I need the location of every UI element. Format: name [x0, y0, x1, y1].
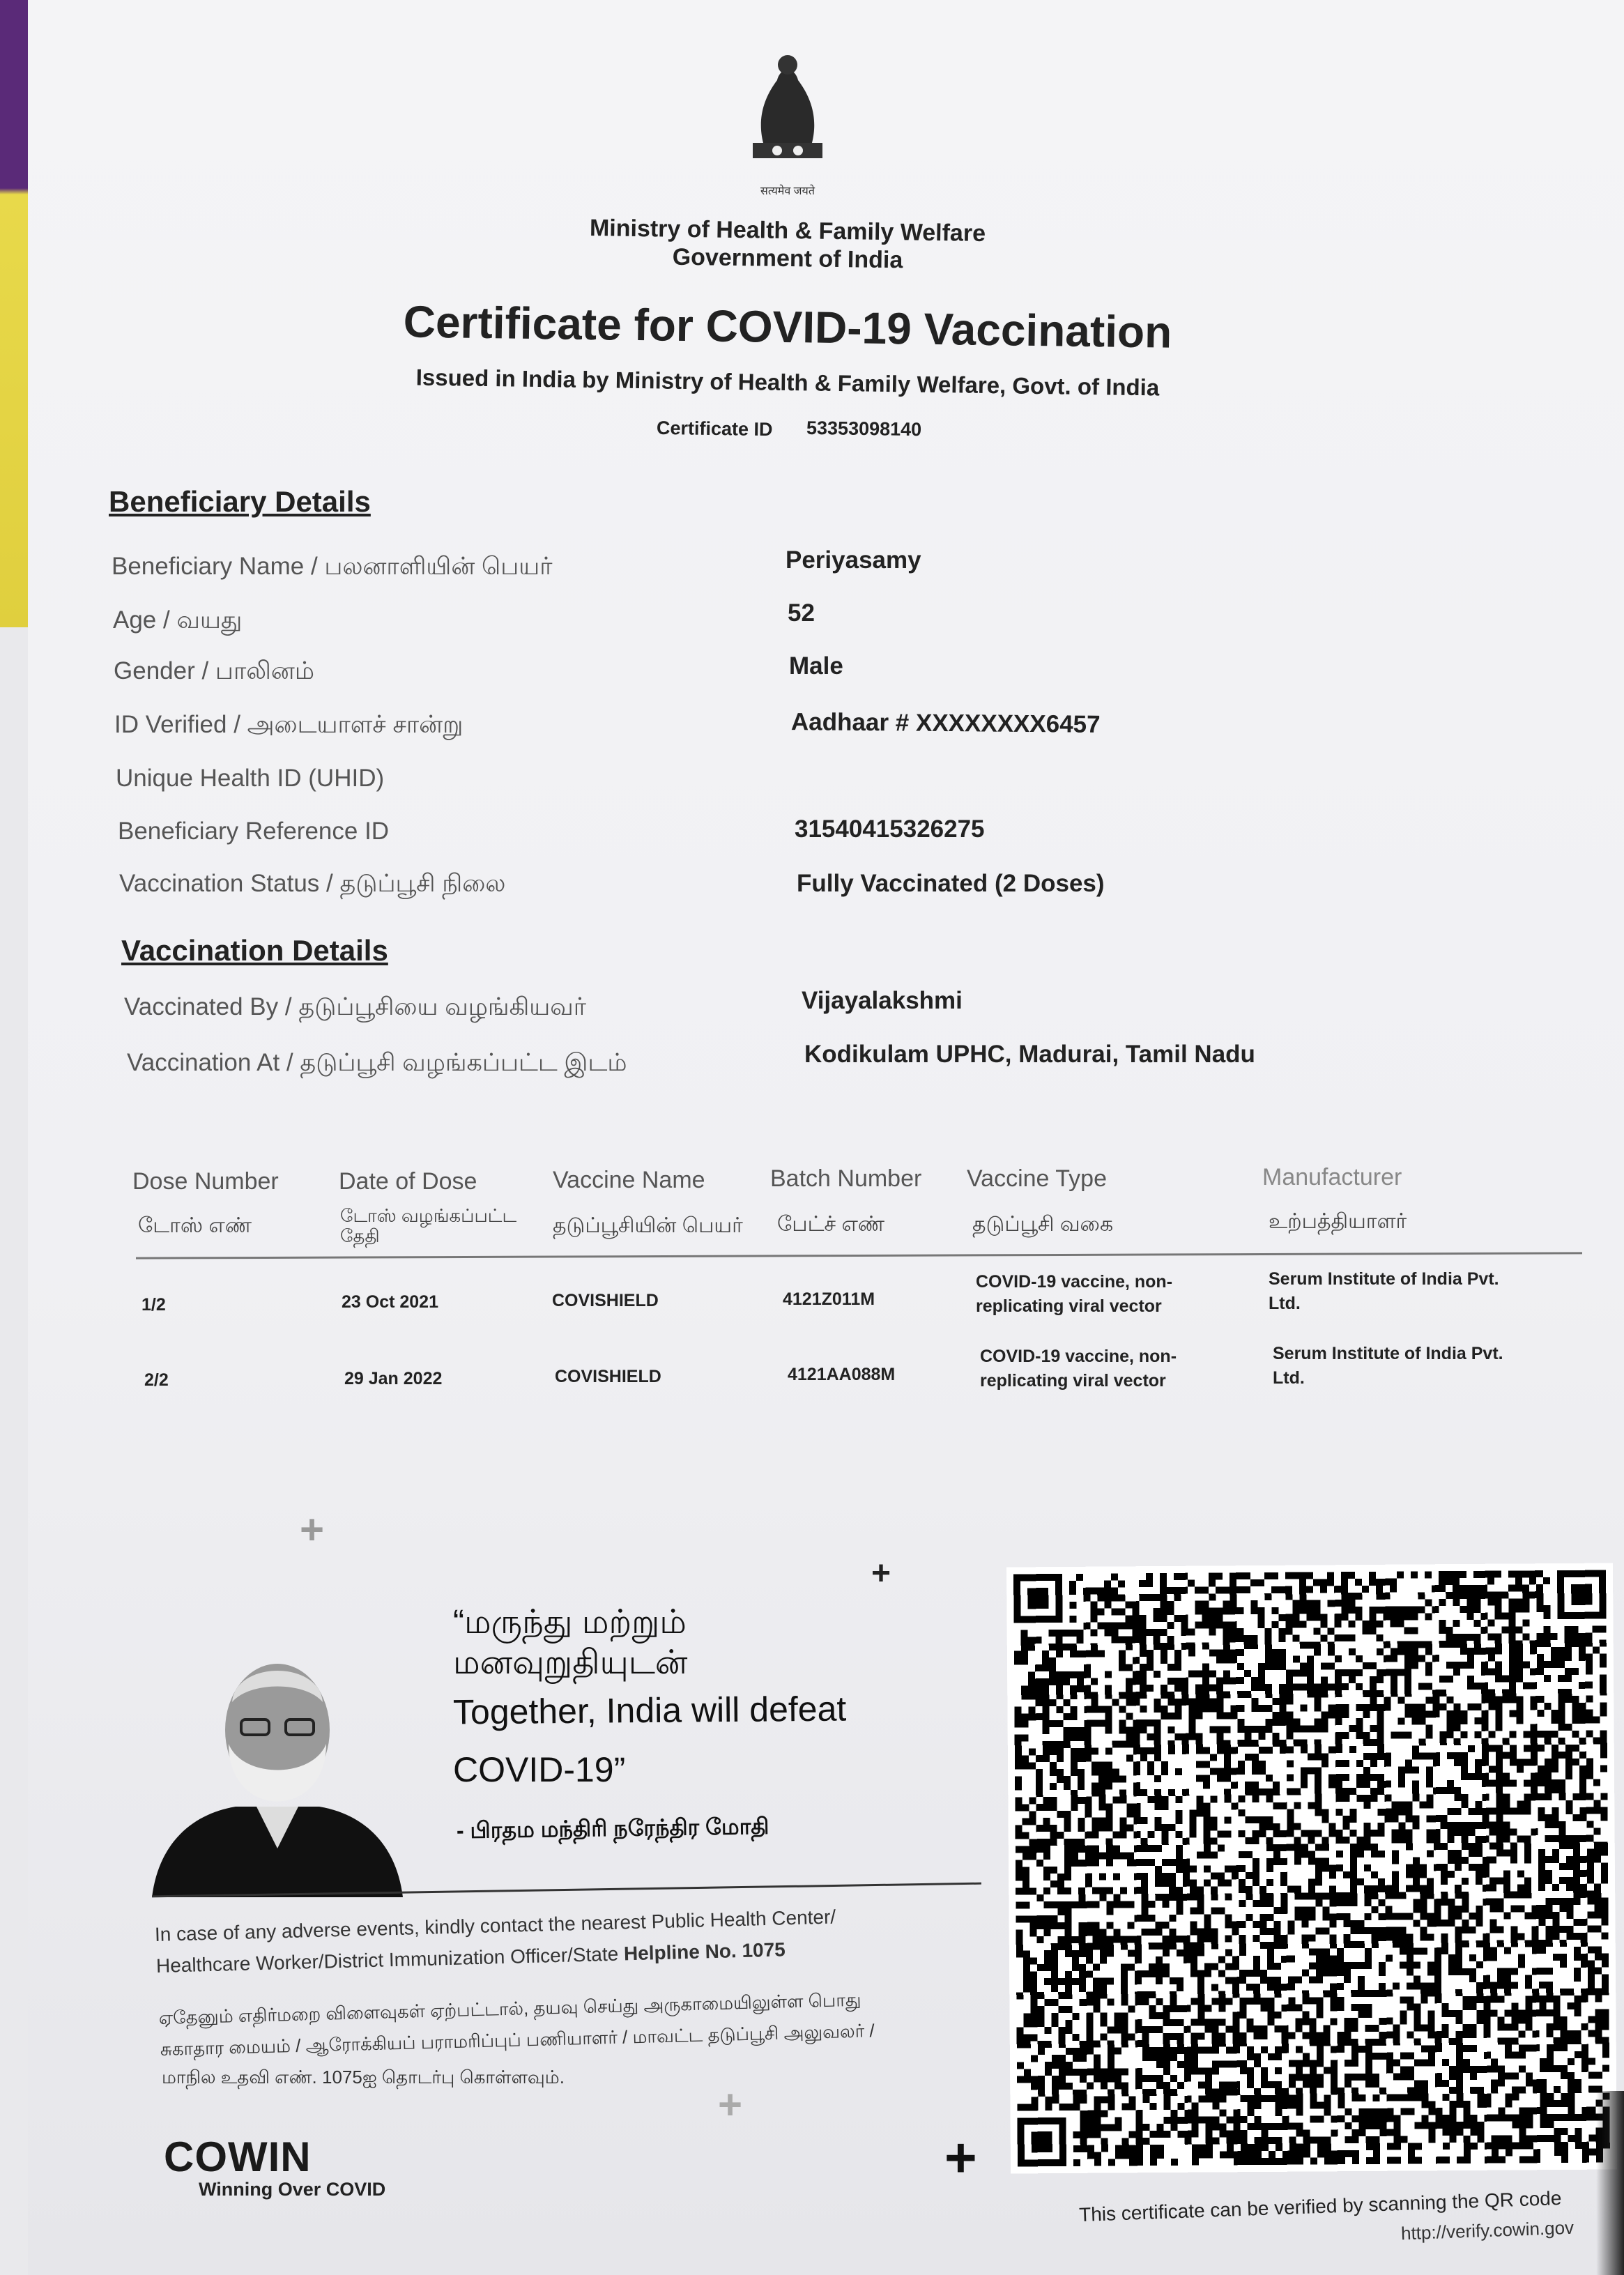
- helpline-number: Helpline No. 1075: [623, 1938, 786, 1965]
- col-header-manufacturer-ta: உற்பத்தியாளர்: [1269, 1210, 1407, 1233]
- label-gender: Gender / பாலினம்: [114, 657, 314, 684]
- verify-url[interactable]: http://verify.cowin.gov: [1400, 2216, 1575, 2244]
- cell-vaccine-name: COVISHIELD: [555, 1367, 661, 1386]
- label-vaccination-status: Vaccination Status / தடுப்பூசி நிலை: [119, 870, 506, 897]
- national-emblem-icon: [742, 52, 833, 199]
- advisory-ta-3: மாநில உதவி எண். 1075ஐ தொடர்பு கொள்ளவும்.: [162, 2067, 565, 2088]
- label-vaccinated-by: Vaccinated By / தடுப்பூசியை வழங்கியவர்: [124, 993, 587, 1020]
- value-vaccination-at: Kodikulam UPHC, Madurai, Tamil Nadu: [804, 1041, 1255, 1068]
- cell-vaccine-name: COVISHIELD: [552, 1291, 659, 1310]
- col-header-batch: Batch Number: [770, 1165, 922, 1192]
- plus-decoration-icon: +: [871, 1555, 891, 1592]
- vaccination-heading: Vaccination Details: [121, 934, 388, 967]
- col-header-dose-number-ta: டோஸ் எண்: [138, 1214, 252, 1237]
- cell-vaccine-type: COVID-19 vaccine, non-replicating viral vector: [980, 1347, 1177, 1391]
- col-header-vaccine-type-ta: தடுப்பூசி வகை: [972, 1213, 1114, 1236]
- cell-dose-number: 1/2: [141, 1295, 166, 1315]
- value-name: Periyasamy: [786, 546, 921, 574]
- col-header-dose-number: Dose Number: [132, 1168, 279, 1195]
- quote-english-1: Together, India will defeat: [452, 1689, 847, 1732]
- label-uhid: Unique Health ID (UHID): [116, 765, 385, 792]
- emblem-motto: सत्यमेव जयते: [760, 185, 815, 197]
- advisory-en-1: In case of any adverse events, kindly contact the nearest Public Health Center/: [154, 1906, 836, 1945]
- label-reference-id: Beneficiary Reference ID: [118, 818, 390, 845]
- qr-code[interactable]: [1006, 1558, 1617, 2179]
- plus-decoration-icon: +: [718, 2081, 743, 2128]
- advisory-ta-2: சுகாதார மையம் / ஆரோக்கியப் பராமரிப்புப் பணியாளர் / மாவட்ட தடுப்பூசி அலுவலர் /: [160, 2020, 875, 2060]
- issued-by: Issued in India by Ministry of Health & Family Welfare, Govt. of India: [415, 364, 1160, 401]
- value-age: 52: [788, 599, 815, 627]
- value-gender: Male: [789, 652, 843, 680]
- cell-dose-number: 2/2: [144, 1370, 169, 1390]
- value-reference-id: 31540415326275: [795, 815, 985, 843]
- government-name: Government of India: [672, 243, 903, 274]
- verify-text: This certificate can be verified by scanning the QR code: [1078, 2186, 1562, 2226]
- quote-tamil-2: மனவுறுதியுடன்: [453, 1644, 688, 1681]
- col-header-manufacturer: Manufacturer: [1262, 1164, 1402, 1190]
- col-header-vaccine-name-ta: தடுப்பூசியின் பெயர்: [553, 1214, 743, 1237]
- certificate-id-label: Certificate ID: [656, 417, 773, 441]
- cell-vaccine-type: COVID-19 vaccine, non-replicating viral vector: [976, 1272, 1173, 1316]
- label-age: Age / வயது: [113, 606, 243, 634]
- col-header-date: Date of Dose: [339, 1168, 477, 1195]
- col-header-batch-ta: பேட்ச் எண்: [777, 1213, 885, 1236]
- ministry-name: Ministry of Health & Family Welfare: [589, 215, 986, 247]
- cell-date: 29 Jan 2022: [344, 1369, 443, 1388]
- quote-attribution: - பிரதம மந்திரி நரேந்திர மோதி: [456, 1813, 769, 1844]
- value-vaccinated-by: Vijayalakshmi: [802, 987, 963, 1014]
- cell-manufacturer: Serum Institute of India Pvt. Ltd.: [1273, 1344, 1503, 1388]
- quote-english-2: COVID-19”: [453, 1750, 626, 1789]
- plus-decoration-icon: +: [944, 2127, 977, 2189]
- portrait-photo: [152, 1639, 403, 1897]
- value-vaccination-status: Fully Vaccinated (2 Doses): [797, 870, 1105, 897]
- col-header-vaccine-type: Vaccine Type: [967, 1165, 1107, 1192]
- cell-date: 23 Oct 2021: [342, 1292, 438, 1312]
- advisory-ta-1: ஏதேனும் எதிர்மறை விளைவுகள் ஏற்பட்டால், தயவு செய்து அருகாமையிலுள்ள பொது: [158, 1989, 861, 2028]
- cell-batch: 4121Z011M: [783, 1289, 875, 1309]
- label-id-verified: ID Verified / அடையாளச் சான்று: [114, 711, 464, 738]
- beneficiary-heading: Beneficiary Details: [109, 485, 371, 518]
- cowin-tagline: Winning Over COVID: [199, 2179, 386, 2200]
- certificate-id: 53353098140: [806, 417, 922, 441]
- value-id-verified: Aadhaar # XXXXXXXX6457: [790, 708, 1101, 738]
- col-header-vaccine-name: Vaccine Name: [553, 1167, 705, 1193]
- quote-tamil-1: “மருந்து மற்றும்: [453, 1604, 687, 1641]
- certificate-title: Certificate for COVID-19 Vaccination: [403, 296, 1172, 358]
- label-vaccination-at: Vaccination At / தடுப்பூசி வழங்கப்பட்ட இடம்: [127, 1049, 627, 1076]
- col-header-date-ta: டோஸ் வழங்கப்பட்ட தேதி: [340, 1205, 517, 1246]
- photo-shadow: [1596, 2091, 1624, 2275]
- cell-manufacturer: Serum Institute of India Pvt. Ltd.: [1269, 1269, 1499, 1313]
- plus-decoration-icon: +: [300, 1506, 325, 1553]
- label-name: Beneficiary Name / பலனாளியின் பெயர்: [112, 553, 553, 580]
- advisory-en-2-text: Healthcare Worker/District Immunization Officer/State: [155, 1943, 619, 1977]
- cowin-logo: COWIN: [164, 2134, 312, 2180]
- cell-batch: 4121AA088M: [788, 1365, 896, 1384]
